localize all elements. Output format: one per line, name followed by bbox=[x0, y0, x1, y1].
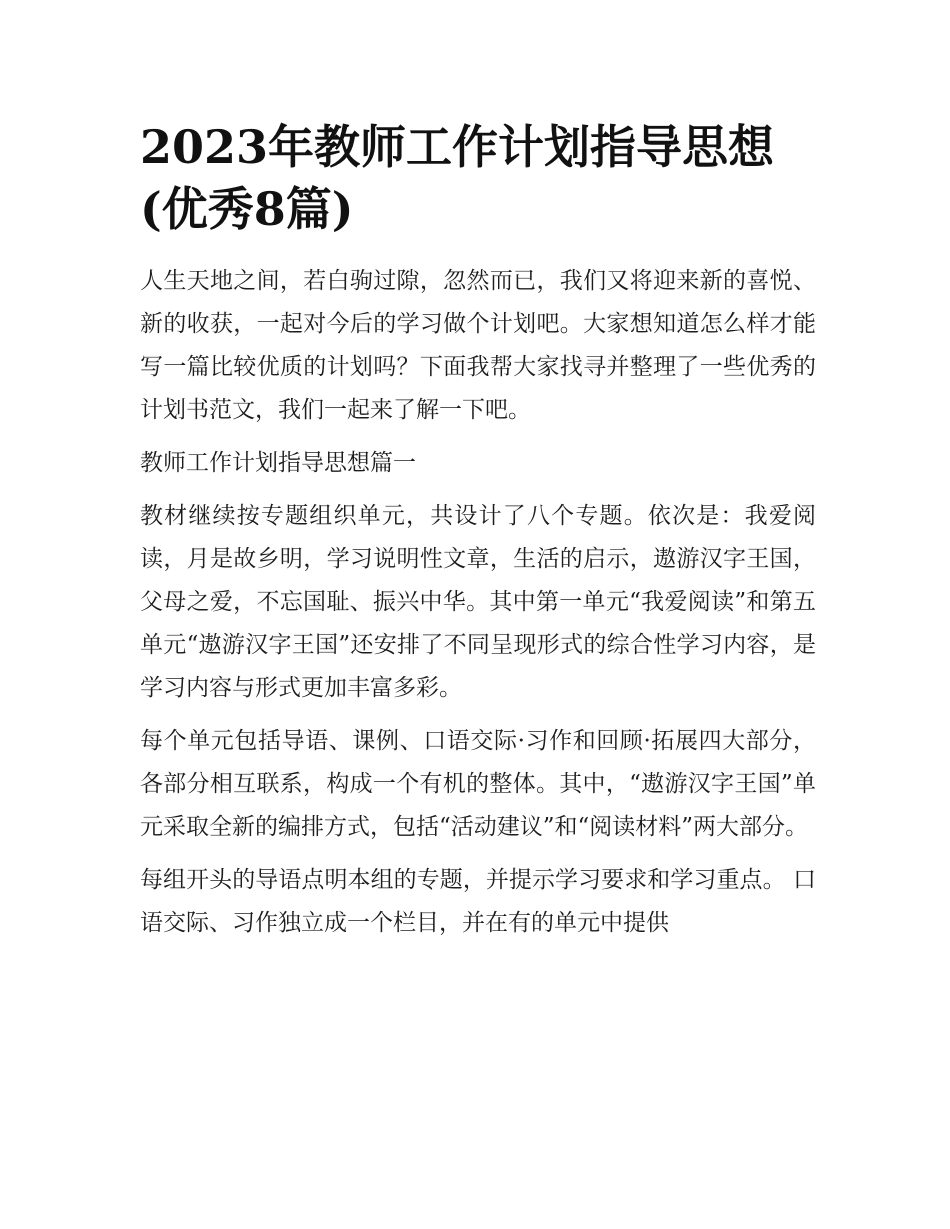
body-paragraph: 教材继续按专题组织单元，共设计了八个专题。依次是：我爱阅读，月是故乡明，学习说明性文章，生活的启示，遨游汉字王国，父母之爱，不忘国耻、振兴中华。其中第一单元“我爱阅读”和第五单元“遨游汉字王国”还安排了不同呈现形式的综合性学习内容，是学习内容与形式更加丰富多彩。 bbox=[140, 503, 816, 701]
intro-paragraph: 人生天地之间，若白驹过隙，忽然而已，我们又将迎来新的喜悦、新的收获，一起对今后的学习做个计划吧。大家想知道怎么样才能写一篇比较优质的计划吗？下面我帮大家找寻并整理了一些优秀的计划书范文，我们一起来了解一下吧。 bbox=[140, 268, 816, 423]
document-title: 2023年教师工作计划指导思想(优秀8篇) bbox=[140, 120, 775, 236]
document-page bbox=[140, 116, 816, 955]
section-heading: 教师工作计划指导思想篇一 bbox=[140, 450, 416, 476]
body-paragraph: 每个单元包括导语、课例、口语交际·习作和回顾·拓展四大部分，各部分相互联系，构成一个有机的整体。其中，“遨游汉字王国”单元采取全新的编排方式，包括“活动建议”和“阅读材料”两大部分。 bbox=[140, 728, 816, 840]
document-body bbox=[140, 260, 816, 945]
body-paragraph: 每组开头的导语点明本组的专题，并提示学习要求和学习重点。 口语交际、习作独立成一个栏目，并在有的单元中提供 bbox=[140, 867, 816, 936]
